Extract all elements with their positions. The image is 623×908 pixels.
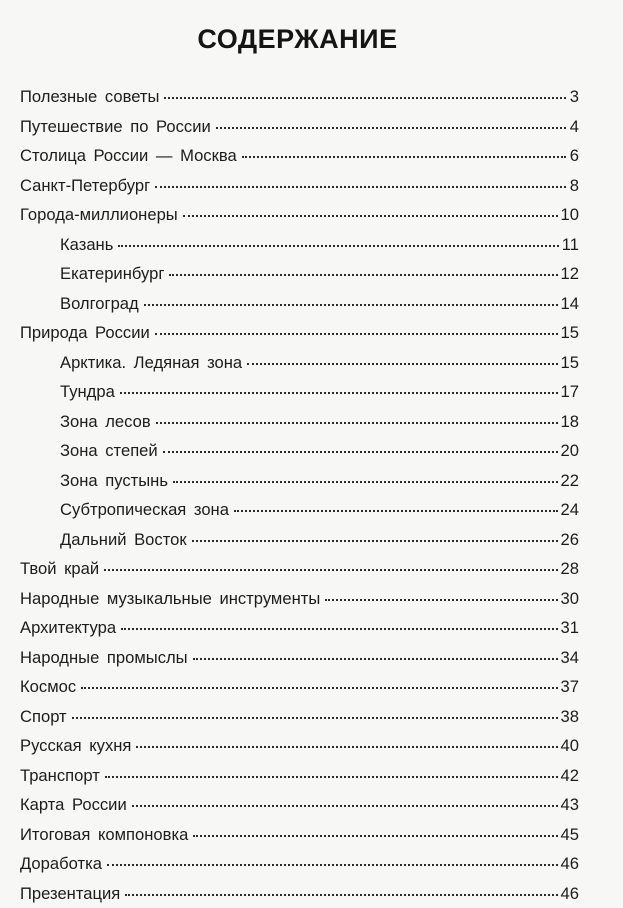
toc-entry-label: Тундра: [60, 377, 117, 407]
toc-entry-label: Зона лесов: [60, 407, 153, 437]
toc-subentry: [20, 436, 579, 466]
toc-entry-page-number: 30: [561, 584, 579, 614]
toc-entry: [20, 141, 579, 171]
toc-entry-page-number: 20: [561, 436, 579, 466]
dot-leader: [192, 540, 558, 542]
dot-leader: [325, 599, 557, 601]
toc-entry-page-number: 34: [561, 643, 579, 673]
toc-entry-label: Народные промыслы: [20, 643, 190, 673]
toc-entry-label: Города-миллионеры: [20, 200, 180, 230]
dot-leader: [144, 304, 558, 306]
toc-entry-label: Доработка: [20, 849, 104, 879]
toc-entry: [20, 200, 579, 230]
toc-entry-label: Волгоград: [60, 289, 141, 319]
dot-leader: [193, 658, 558, 660]
dot-leader: [155, 186, 566, 188]
toc-entry-label: Итоговая компоновка: [20, 820, 190, 850]
toc-subentry: [20, 466, 579, 496]
dot-leader: [107, 864, 558, 866]
toc-entry: [20, 613, 579, 643]
toc-entry-page-number: 45: [561, 820, 579, 850]
toc-entry-label: Екатеринбург: [60, 259, 166, 289]
toc-entry-page-number: 42: [561, 761, 579, 791]
toc-entry-label: Архитектура: [20, 613, 118, 643]
dot-leader: [234, 510, 558, 512]
toc-entry-label: Арктика. Ледяная зона: [60, 348, 244, 378]
toc-subentry: [20, 289, 579, 319]
toc-entry-page-number: 18: [561, 407, 579, 437]
toc-entry-page-number: 38: [561, 702, 579, 732]
dot-leader: [105, 776, 558, 778]
toc-entry-page-number: 17: [561, 377, 579, 407]
toc-entry-page-number: 15: [561, 348, 579, 378]
dot-leader: [164, 97, 566, 99]
toc-entry-page-number: 40: [561, 731, 579, 761]
dot-leader: [183, 215, 558, 217]
toc-entry: [20, 554, 579, 584]
toc-entry: [20, 171, 579, 201]
table-of-contents: [20, 82, 579, 908]
toc-entry-page-number: 46: [561, 849, 579, 879]
toc-entry-label: Субтропическая зона: [60, 495, 231, 525]
dot-leader: [216, 127, 566, 129]
toc-entry-label: Карта России: [20, 790, 129, 820]
toc-entry-label: Спорт: [20, 702, 69, 732]
toc-entry: [20, 112, 579, 142]
toc-entry-page-number: 4: [569, 112, 579, 142]
toc-entry: [20, 820, 579, 850]
dot-leader: [72, 717, 558, 719]
toc-entry-label: Санкт-Петербург: [20, 171, 152, 201]
toc-subentry: [20, 348, 579, 378]
toc-entry: [20, 643, 579, 673]
dot-leader: [155, 333, 558, 335]
dot-leader: [173, 481, 558, 483]
toc-entry-label: Твой край: [20, 554, 101, 584]
toc-entry-label: Зона пустынь: [60, 466, 170, 496]
toc-entry-label: Столица России — Москва: [20, 141, 239, 171]
toc-entry-page-number: 31: [561, 613, 579, 643]
toc-entry: [20, 318, 579, 348]
dot-leader: [163, 451, 558, 453]
toc-subentry: [20, 407, 579, 437]
toc-entry-label: Транспорт: [20, 761, 102, 791]
toc-entry-page-number: 6: [569, 141, 579, 171]
dot-leader: [169, 274, 557, 276]
toc-subentry: [20, 495, 579, 525]
toc-entry: [20, 672, 579, 702]
dot-leader: [104, 569, 557, 571]
dot-leader: [242, 156, 566, 158]
toc-entry-label: Народные музыкальные инструменты: [20, 584, 322, 614]
toc-entry: [20, 82, 579, 112]
toc-entry-label: Зона степей: [60, 436, 160, 466]
toc-entry-page-number: 22: [561, 466, 579, 496]
dot-leader: [120, 392, 558, 394]
toc-entry-page-number: 46: [561, 879, 579, 908]
toc-entry-label: Природа России: [20, 318, 152, 348]
dot-leader: [193, 835, 557, 837]
toc-entry: [20, 790, 579, 820]
page-title: СОДЕРЖАНИЕ: [0, 24, 595, 55]
dot-leader: [247, 363, 557, 365]
toc-entry: [20, 702, 579, 732]
toc-entry-label: Презентация: [20, 879, 122, 908]
toc-entry-page-number: 12: [561, 259, 579, 289]
toc-entry-page-number: 43: [561, 790, 579, 820]
toc-entry: [20, 849, 579, 879]
toc-entry-page-number: 14: [561, 289, 579, 319]
dot-leader: [81, 687, 557, 689]
toc-entry-page-number: 11: [562, 230, 579, 260]
dot-leader: [156, 422, 558, 424]
toc-entry-page-number: 10: [561, 200, 579, 230]
toc-subentry: [20, 259, 579, 289]
toc-entry: [20, 879, 579, 908]
toc-entry-page-number: 15: [561, 318, 579, 348]
toc-entry-label: Дальний Восток: [60, 525, 189, 555]
toc-entry-label: Путешествие по России: [20, 112, 213, 142]
toc-entry-label: Полезные советы: [20, 82, 161, 112]
toc-entry: [20, 731, 579, 761]
toc-entry: [20, 584, 579, 614]
toc-entry: [20, 761, 579, 791]
toc-entry-label: Русская кухня: [20, 731, 133, 761]
toc-entry-page-number: 28: [561, 554, 579, 584]
dot-leader: [132, 805, 558, 807]
dot-leader: [121, 628, 557, 630]
toc-subentry: [20, 525, 579, 555]
toc-entry-page-number: 3: [569, 82, 579, 112]
toc-entry-page-number: 26: [561, 525, 579, 555]
toc-entry-page-number: 24: [561, 495, 579, 525]
toc-subentry: [20, 377, 579, 407]
dot-leader: [136, 746, 557, 748]
toc-entry-page-number: 37: [561, 672, 579, 702]
toc-entry-label: Космос: [20, 672, 78, 702]
dot-leader: [118, 245, 558, 247]
dot-leader: [125, 894, 557, 896]
toc-entry-page-number: 8: [569, 171, 579, 201]
toc-entry-label: Казань: [60, 230, 115, 260]
toc-subentry: [20, 230, 579, 260]
